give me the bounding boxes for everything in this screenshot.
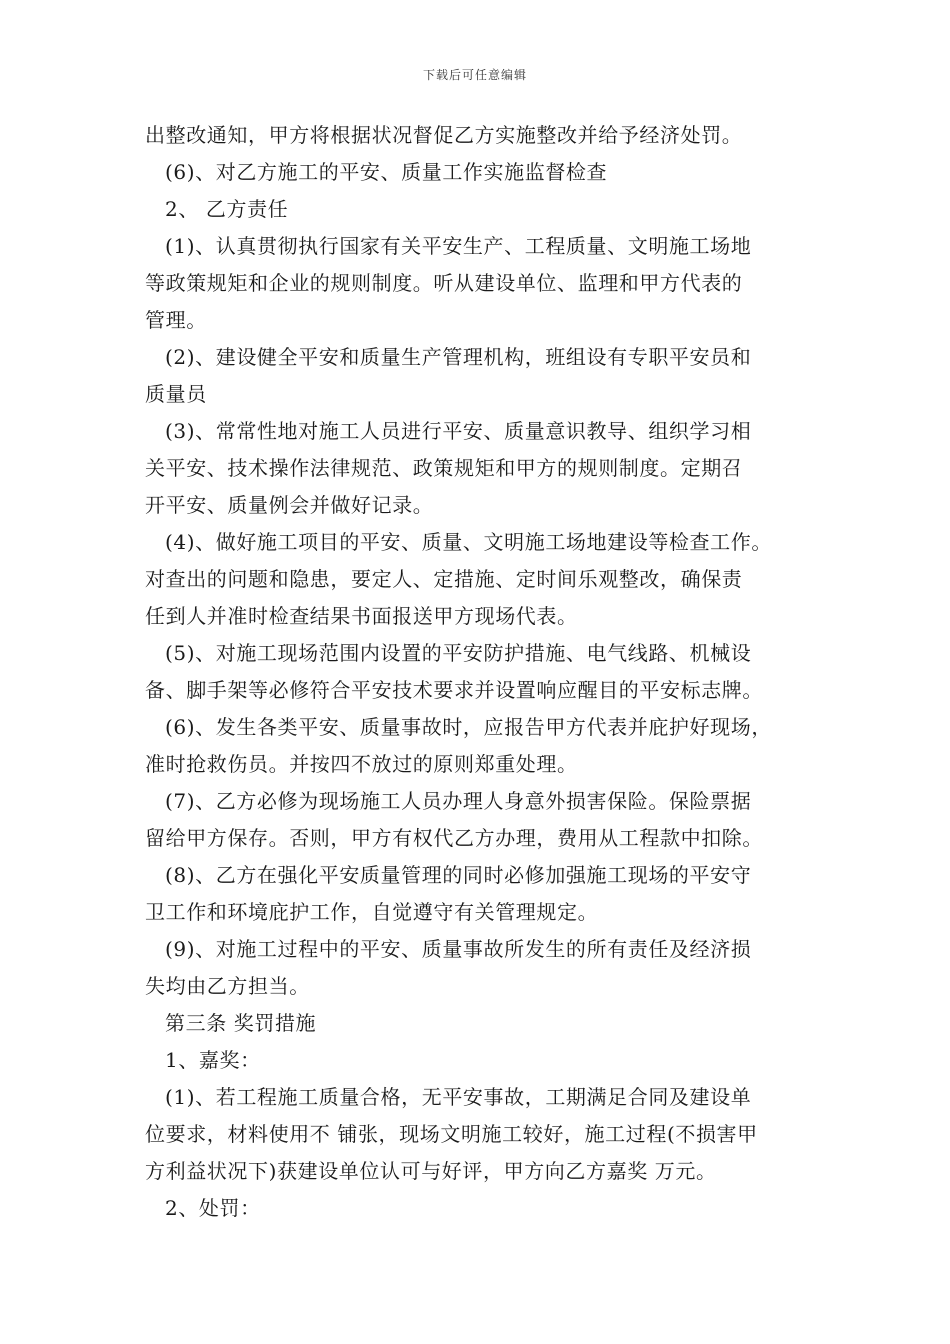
text-line: 开平安、质量例会并做好记录。 — [145, 493, 434, 517]
text-line: (2)、建设健全平安和质量生产管理机构，班组设有专职平安员和 — [165, 345, 752, 369]
text-line: 备、脚手架等必修符合平安技术要求并设置响应醒目的平安标志牌。 — [145, 678, 763, 702]
text-line: 对查出的问题和隐患，要定人、定措施、定时间乐观整改，确保责 — [145, 567, 743, 591]
text-line: 位要求，材料使用不 铺张，现场文明施工较好，施工过程(不损害甲 — [145, 1122, 758, 1146]
text-line: (5)、对施工现场范围内设置的平安防护措施、电气线路、机械设 — [165, 641, 752, 665]
text-line: (4)、做好施工项目的平安、质量、文明施工场地建设等检查工作。 — [165, 530, 772, 554]
text-line: 方利益状况下)获建设单位认可与好评，甲方向乙方嘉奖 万元。 — [145, 1159, 717, 1183]
text-line: 留给甲方保存。否则，甲方有权代乙方办理，费用从工程款中扣除。 — [145, 826, 763, 850]
subsection-heading: 1、嘉奖： — [165, 1048, 261, 1072]
text-line: 准时抢救伤员。并按四不放过的原则郑重处理。 — [145, 752, 578, 776]
text-line: (1)、认真贯彻执行国家有关平安生产、工程质量、文明施工场地 — [165, 234, 752, 258]
text-line: (7)、乙方必修为现场施工人员办理人身意外损害保险。保险票据 — [165, 789, 752, 813]
section-heading: 第三条 奖罚措施 — [165, 1011, 317, 1035]
text-line: 质量员 — [145, 382, 207, 406]
text-line: 卫工作和环境庇护工作，自觉遵守有关管理规定。 — [145, 900, 599, 924]
text-line: (3)、常常性地对施工人员进行平安、质量意识教导、组织学习相 — [165, 419, 752, 443]
text-line: 2、 乙方责任 — [165, 197, 289, 221]
text-line: (8)、乙方在强化平安质量管理的同时必修加强施工现场的平安守 — [165, 863, 752, 887]
document-body — [145, 117, 825, 1227]
text-line: (6)、发生各类平安、质量事故时，应报告甲方代表并庇护好现场， — [165, 715, 772, 739]
text-line: (6)、对乙方施工的平安、质量工作实施监督检查 — [165, 160, 608, 184]
text-line: 关平安、技术操作法律规范、政策规矩和甲方的规则制度。定期召 — [145, 456, 743, 480]
text-line: 管理。 — [145, 308, 207, 332]
subsection-heading: 2、处罚： — [165, 1196, 261, 1220]
text-line: 失均由乙方担当。 — [145, 974, 310, 998]
text-line: (1)、若工程施工质量合格，无平安事故，工期满足合同及建设单 — [165, 1085, 752, 1109]
header-note: 下载后可任意编辑 — [422, 68, 527, 82]
text-line: (9)、对施工过程中的平安、质量事故所发生的所有责任及经济损 — [165, 937, 752, 961]
text-line: 出整改通知，甲方将根据状况督促乙方实施整改并给予经济处罚。 — [145, 123, 743, 147]
text-line: 等政策规矩和企业的规则制度。听从建设单位、监理和甲方代表的 — [145, 271, 743, 295]
text-line: 任到人并准时检查结果书面报送甲方现场代表。 — [145, 604, 578, 628]
